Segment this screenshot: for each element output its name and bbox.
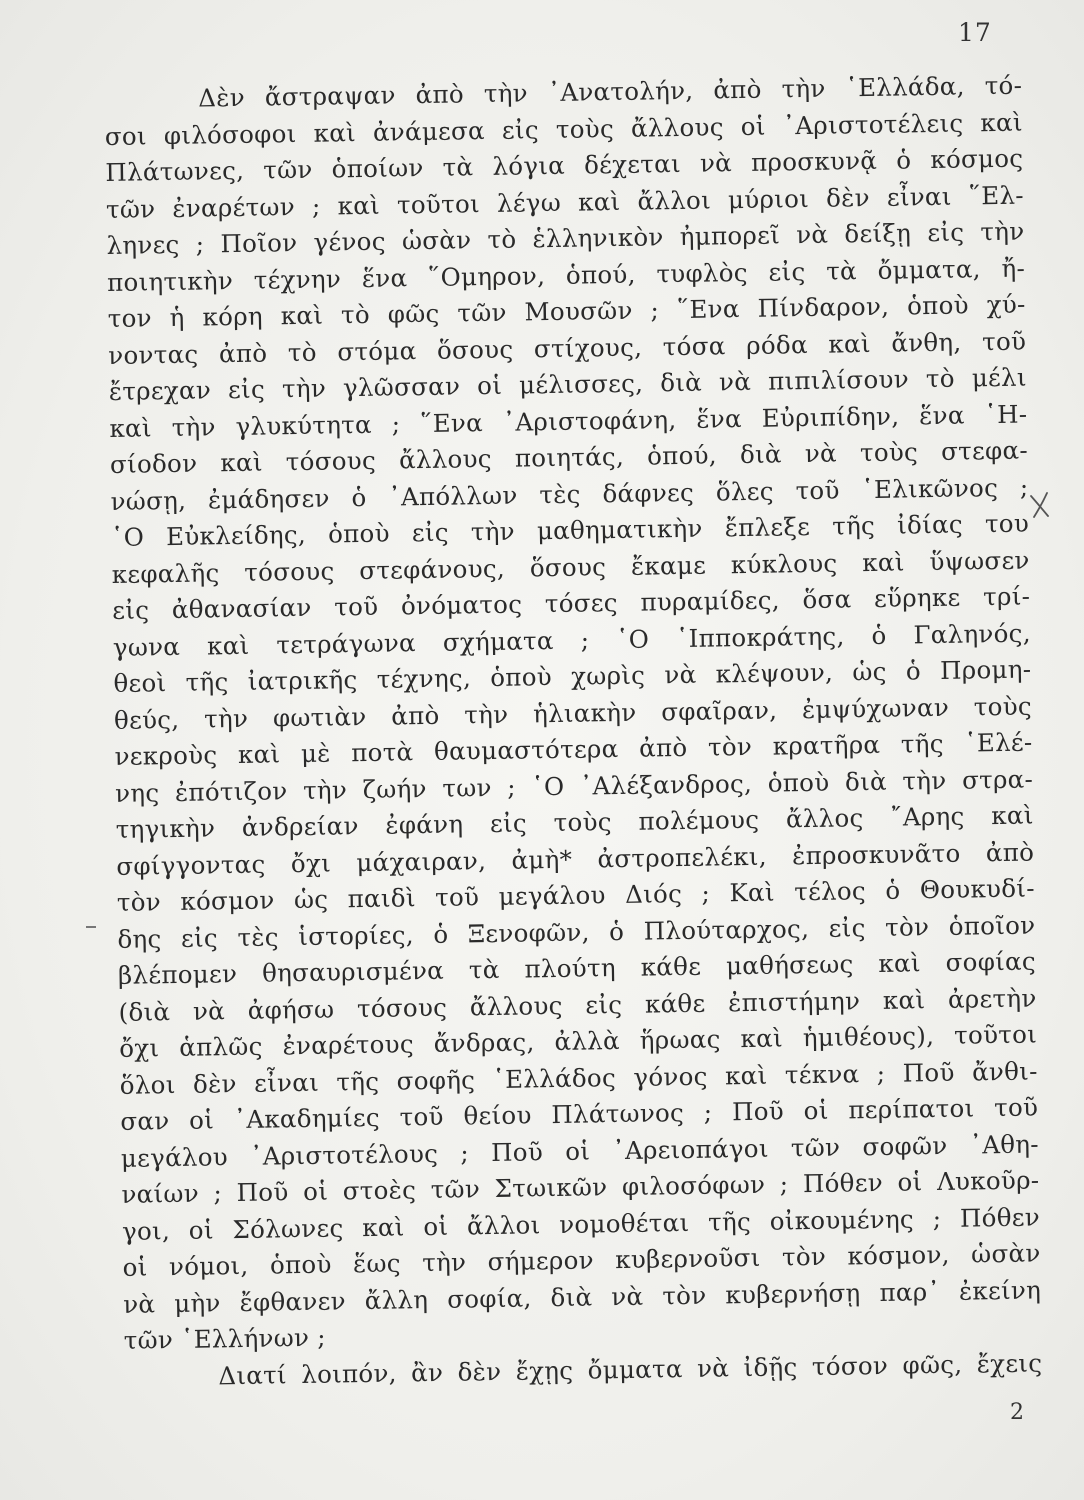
text-line: σφίγγοντας ὄχι μάχαιραν, ἀμὴ* ἀστροπελέκι, ἐπροσκυνᾶτο ἀπὸ xyxy=(116,836,1035,881)
cross-mark-icon xyxy=(1028,490,1052,520)
text-line: ἔτρεχαν εἰς τὴν γλῶσσαν οἱ μέλισσες, διὰ νὰ πιπιλίσουν τὸ μέλι xyxy=(108,362,1027,406)
text-line: ναίων ; Ποῦ οἱ στοὲς τῶν Στωικῶν φιλοσόφων ; Πόθεν οἱ Λυκοῦρ- xyxy=(121,1165,1040,1209)
page-number: 17 xyxy=(958,18,992,47)
text-line: σοι φιλόσοφοι καὶ ἀνάμεσα εἰς τοὺς ἄλλους οἱ ᾿Αριστοτέλεις καὶ xyxy=(104,107,1023,151)
text-line: νεκροὺς καὶ μὲ ποτὰ θαυμαστότερα ἀπὸ τὸν κρατῆρα τῆς ῾Ελέ- xyxy=(114,727,1033,771)
text-line: νης ἐπότιζον τὴν ζωήν των ; ῾Ο ᾿Αλέξανδρος, ὁποὺ διὰ τὴν στρα- xyxy=(114,763,1034,808)
text-line: γοι, οἱ Σόλωνες καὶ οἱ ἄλλοι νομοθέται τῆς οἰκουμένης ; Πόθεν xyxy=(121,1201,1041,1246)
text-line: δης εἰς τὲς ἱστορίες, ὁ Ξενοφῶν, ὁ Πλούταρχος, εἰς τὸν ὁποῖον xyxy=(117,909,1036,954)
text-line: Διατί λοιπόν, ἂν δὲν ἔχῃς ὄμματα νὰ ἰδῇς τόσον φῶς, ἔχεις xyxy=(218,1347,1043,1390)
text-line: νώσῃ, ἐμάδησεν ὁ ᾿Απόλλων τὲς δάφνες ὅλες τοῦ ῾Ελικῶνος ; xyxy=(110,472,1029,516)
text-line: τῶν ἐναρέτων ; καὶ τοῦτοι λέγω καὶ ἄλλοι μύριοι δὲν εἶναι ῞Ελ- xyxy=(105,180,1025,224)
text-line: ποιητικὴν τέχνην ἕνα ῞Ομηρον, ὁπού, τυφλὸς εἰς τὰ ὄμματα, ἤ- xyxy=(106,253,1026,297)
text-line: βλέπομεν θησαυρισμένα τὰ πλούτη κάθε μαθήσεως καὶ σοφίας xyxy=(117,946,1037,990)
text-line: καὶ τὴν γλυκύτητα ; ῞Ενα ᾿Αριστοφάνη, ἕνα Εὐριπίδην, ἕνα ῾Η- xyxy=(109,399,1028,443)
text-line: εἰς ἀθανασίαν τοῦ ὀνόματος τόσες πυραμίδες, ὅσα εὕρηκε τρί- xyxy=(112,581,1031,625)
text-line: νὰ μὴν ἔφθανεν ἄλλη σοφία, διὰ νὰ τὸν κυβερνήσῃ παρ᾿ ἐκείνη xyxy=(122,1274,1042,1319)
text-line: γωνα καὶ τετράγωνα σχήματα ; ῾Ο ῾Ιπποκράτης, ὁ Γαληνός, xyxy=(112,618,1031,662)
text-line: ῾Ο Εὐκλείδης, ὁποὺ εἰς τὴν μαθηματικὴν ἔπλεξε τῆς ἰδίας του xyxy=(110,508,1030,552)
text-line: θεοὶ τῆς ἰατρικῆς τέχνης, ὁποὺ χωρὶς νὰ κλέψουν, ὡς ὁ Προμη- xyxy=(113,654,1032,698)
text-line: κεφαλῆς τόσους στεφάνους, ὅσους ἔκαμε κύκλους καὶ ὕψωσεν xyxy=(111,545,1030,589)
text-line: τηγικὴν ἀνδρείαν ἐφάνη εἰς τοὺς πολέμους ἄλλος ῎Αρης καὶ xyxy=(115,800,1034,844)
signature-mark: 2 xyxy=(1010,1400,1024,1425)
text-line: Δὲν ἄστραψαν ἀπὸ τὴν ᾿Ανατολήν, ἀπὸ τὴν ῾Ελλάδα, τό- xyxy=(198,70,1023,113)
text-line: ὄχι ἁπλῶς ἐναρέτους ἄνδρας, ἀλλὰ ἥρωας καὶ ἡμιθέους), τοῦτοι xyxy=(118,1019,1038,1063)
text-line: τον ἡ κόρη καὶ τὸ φῶς τῶν Μουσῶν ; ῞Ενα Πίνδαρον, ὁποὺ χύ- xyxy=(107,289,1026,333)
text-line: (διὰ νὰ ἀφήσω τόσους ἄλλους εἰς κάθε ἐπιστήμην καὶ ἀρετὴν xyxy=(118,982,1037,1027)
text-line: νοντας ἀπὸ τὸ στόμα ὅσους στίχους, τόσα ρόδα καὶ ἄνθη, τοῦ xyxy=(108,326,1027,370)
text-line: οἱ νόμοι, ὁποὺ ἕως τὴν σήμερον κυβερνοῦσι τὸν κόσμον, ὡσὰν xyxy=(122,1238,1041,1282)
text-line: Πλάτωνες, τῶν ὁποίων τὰ λόγια δέχεται νὰ προσκυνᾷ ὁ κόσμος xyxy=(105,143,1024,187)
text-line: ὅλοι δὲν εἶναι τῆς σοφῆς ῾Ελλάδος γόνος καὶ τέκνα ; Ποῦ ἄνθι- xyxy=(119,1055,1038,1100)
margin-dash xyxy=(86,926,96,928)
text-line: τῶν ῾Ελλήνων ; xyxy=(123,1322,327,1355)
text-line: θεύς, τὴν φωτιὰν ἀπὸ τὴν ἡλιακὴν σφαῖραν, ἐμψύχωναν τοὺς xyxy=(113,691,1033,735)
body-text xyxy=(104,68,1043,1396)
text-line: ληνες ; Ποῖον γένος ὡσὰν τὸ ἑλληνικὸν ἠμπορεῖ νὰ δείξῃ εἰς τὴν xyxy=(106,216,1025,260)
text-line: μεγάλου ᾿Αριστοτέλους ; Ποῦ οἱ ᾿Αρειοπάγοι τῶν σοφῶν ᾿Αθη- xyxy=(120,1128,1040,1173)
text-line: τὸν κόσμον ὡς παιδὶ τοῦ μεγάλου Διός ; Καὶ τέλος ὁ Θουκυδί- xyxy=(116,873,1036,917)
text-line: σαν οἱ ᾿Ακαδημίες τοῦ θείου Πλάτωνος ; Ποῦ οἱ περίπατοι τοῦ xyxy=(120,1092,1039,1136)
text-line: σίοδον καὶ τόσους ἄλλους ποιητάς, ὁπού, διὰ νὰ τοὺς στεφα- xyxy=(109,435,1029,479)
